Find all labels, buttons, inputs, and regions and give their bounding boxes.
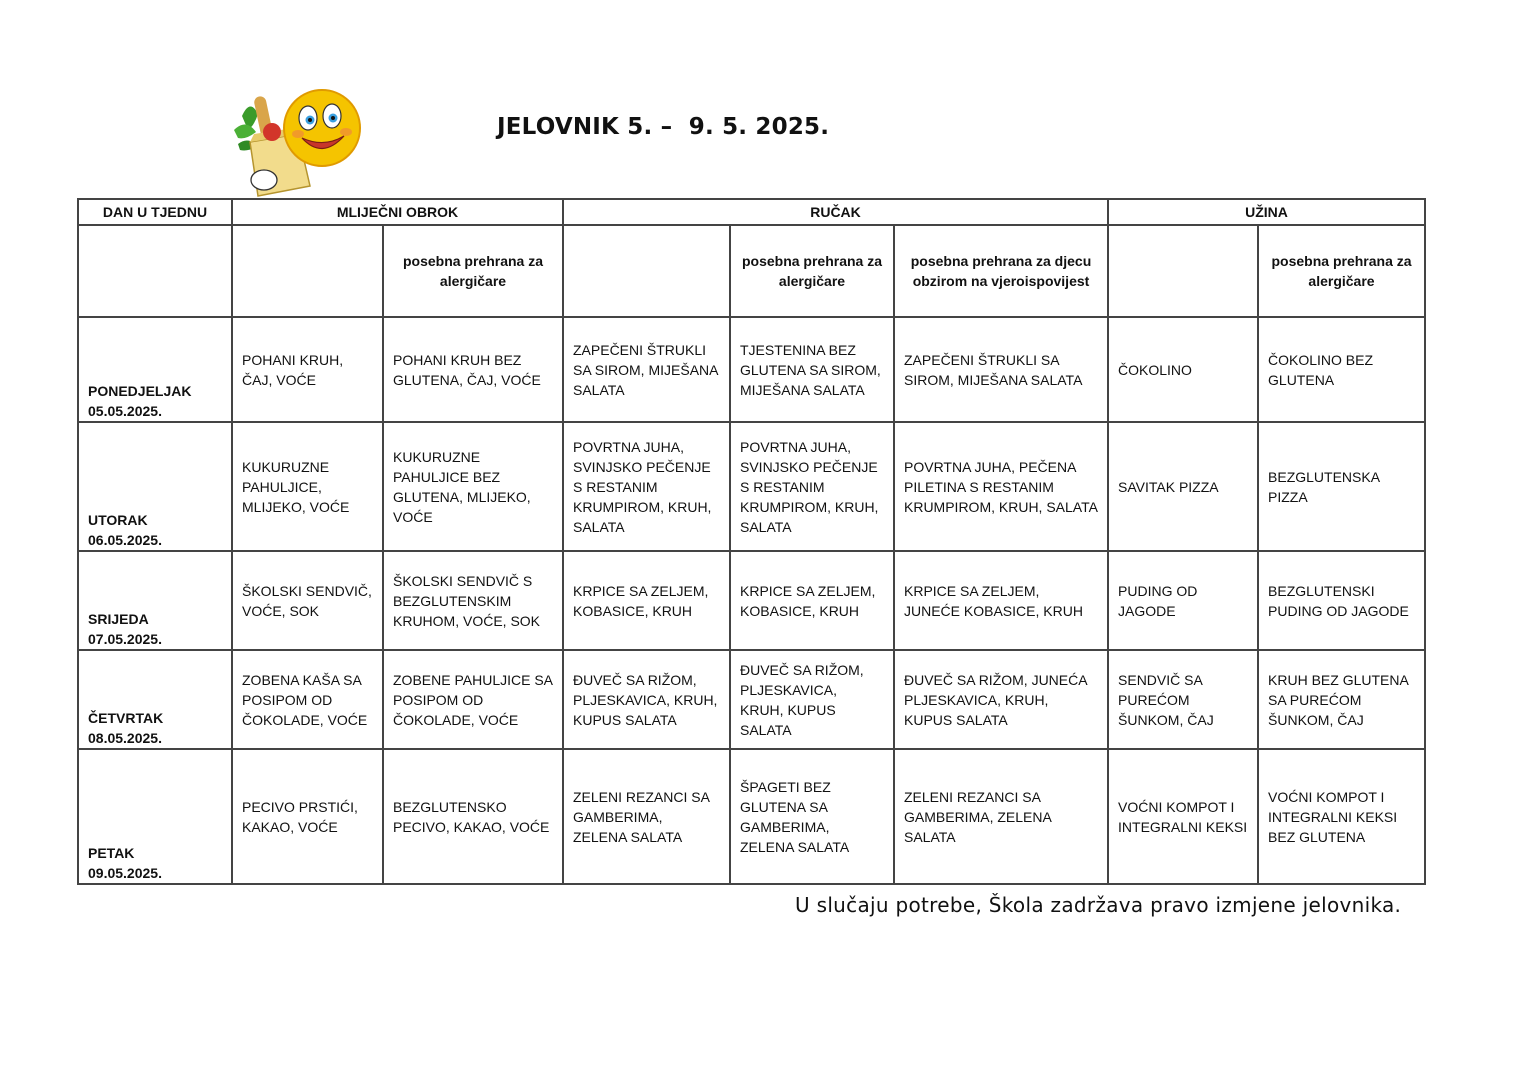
header-breakfast: MLIJEČNI OBROK — [232, 199, 563, 225]
breakfast-allergy-cell: KUKURUZNE PAHULJICE BEZ GLUTENA, MLIJEKO, VOĆE — [383, 422, 563, 551]
snack-cell: SAVITAK PIZZA — [1108, 422, 1258, 551]
footer-note: U slučaju potrebe, Škola zadržava pravo izmjene jelovnika. — [795, 893, 1402, 917]
day-date: 05.05.2025. — [88, 403, 162, 419]
lunch-religion-cell: ZAPEČENI ŠTRUKLI SA SIROM, MIJEŠANA SALATA — [894, 317, 1108, 422]
header-row — [78, 199, 1425, 225]
lunch-religion-cell: KRPICE SA ZELJEM, JUNEĆE KOBASICE, KRUH — [894, 551, 1108, 650]
breakfast-cell: ŠKOLSKI SENDVIČ, VOĆE, SOK — [232, 551, 383, 650]
lunch-cell: ĐUVEČ SA RIŽOM, PLJESKAVICA, KRUH, KUPUS SALATA — [563, 650, 730, 749]
lunch-allergy-cell: ĐUVEČ SA RIŽOM, PLJESKAVICA, KRUH, KUPUS SALATA — [730, 650, 894, 749]
breakfast-cell: PECIVO PRSTIĆI, KAKAO, VOĆE — [232, 749, 383, 884]
day-date: 09.05.2025. — [88, 865, 162, 881]
subheader-row — [78, 225, 1425, 317]
day-name: PONEDJELJAK — [88, 383, 192, 399]
day-cell — [78, 650, 232, 749]
breakfast-allergy-cell: POHANI KRUH BEZ GLUTENA, ČAJ, VOĆE — [383, 317, 563, 422]
lunch-cell: KRPICE SA ZELJEM, KOBASICE, KRUH — [563, 551, 730, 650]
snack-allergy-cell: KRUH BEZ GLUTENA SA PUREĆOM ŠUNKOM, ČAJ — [1258, 650, 1425, 749]
header-day: DAN U TJEDNU — [78, 199, 232, 225]
header-lunch: RUČAK — [563, 199, 1108, 225]
breakfast-cell: ZOBENA KAŠA SA POSIPOM OD ČOKOLADE, VOĆE — [232, 650, 383, 749]
day-date: 07.05.2025. — [88, 631, 162, 647]
day-name: SRIJEDA — [88, 611, 149, 627]
snack-cell: VOĆNI KOMPOT I INTEGRALNI KEKSI — [1108, 749, 1258, 884]
snack-allergy-cell: VOĆNI KOMPOT I INTEGRALNI KEKSI BEZ GLUTENA — [1258, 749, 1425, 884]
table-row — [78, 551, 1425, 650]
day-cell — [78, 422, 232, 551]
subheader-lunch-religion: posebna prehrana za djecu obzirom na vjeroispovijest — [894, 225, 1108, 317]
lunch-religion-cell: ZELENI REZANCI SA GAMBERIMA, ZELENA SALATA — [894, 749, 1108, 884]
lunch-religion-cell: ĐUVEČ SA RIŽOM, JUNEĆA PLJESKAVICA, KRUH, KUPUS SALATA — [894, 650, 1108, 749]
lunch-allergy-cell: TJESTENINA BEZ GLUTENA SA SIROM, MIJEŠANA SALATA — [730, 317, 894, 422]
lunch-cell: POVRTNA JUHA, SVINJSKO PEČENJE S RESTANIM KRUMPIROM, KRUH, SALATA — [563, 422, 730, 551]
table-row — [78, 749, 1425, 884]
breakfast-allergy-cell: ZOBENE PAHULJICE SA POSIPOM OD ČOKOLADE, VOĆE — [383, 650, 563, 749]
page-title: JELOVNIK 5. – 9. 5. 2025. — [497, 114, 830, 140]
snack-allergy-cell: BEZGLUTENSKI PUDING OD JAGODE — [1258, 551, 1425, 650]
subheader-empty — [1108, 225, 1258, 317]
subheader-empty — [563, 225, 730, 317]
lunch-allergy-cell: POVRTNA JUHA, SVINJSKO PEČENJE S RESTANIM KRUMPIROM, KRUH, SALATA — [730, 422, 894, 551]
header-snack: UŽINA — [1108, 199, 1425, 225]
lunch-religion-cell: POVRTNA JUHA, PEČENA PILETINA S RESTANIM KRUMPIROM, KRUH, SALATA — [894, 422, 1108, 551]
day-name: ČETVRTAK — [88, 710, 164, 726]
day-cell — [78, 551, 232, 650]
day-name: PETAK — [88, 845, 135, 861]
subheader-breakfast-allergy: posebna prehrana za alergičare — [383, 225, 563, 317]
day-name: UTORAK — [88, 512, 148, 528]
lunch-cell: ZELENI REZANCI SA GAMBERIMA, ZELENA SALATA — [563, 749, 730, 884]
breakfast-cell: KUKURUZNE PAHULJICE, MLIJEKO, VOĆE — [232, 422, 383, 551]
day-date: 08.05.2025. — [88, 730, 162, 746]
subheader-snack-allergy: posebna prehrana za alergičare — [1258, 225, 1425, 317]
snack-cell: ČOKOLINO — [1108, 317, 1258, 422]
lunch-cell: ZAPEČENI ŠTRUKLI SA SIROM, MIJEŠANA SALATA — [563, 317, 730, 422]
subheader-empty — [232, 225, 383, 317]
breakfast-allergy-cell: BEZGLUTENSKO PECIVO, KAKAO, VOĆE — [383, 749, 563, 884]
lunch-allergy-cell: KRPICE SA ZELJEM, KOBASICE, KRUH — [730, 551, 894, 650]
snack-allergy-cell: BEZGLUTENSKA PIZZA — [1258, 422, 1425, 551]
day-cell — [78, 749, 232, 884]
breakfast-allergy-cell: ŠKOLSKI SENDVIČ S BEZGLUTENSKIM KRUHOM, VOĆE, SOK — [383, 551, 563, 650]
snack-cell: SENDVIČ SA PUREĆOM ŠUNKOM, ČAJ — [1108, 650, 1258, 749]
snack-allergy-cell: ČOKOLINO BEZ GLUTENA — [1258, 317, 1425, 422]
day-date: 06.05.2025. — [88, 532, 162, 548]
breakfast-cell: POHANI KRUH, ČAJ, VOĆE — [232, 317, 383, 422]
subheader-empty — [78, 225, 232, 317]
subheader-lunch-allergy: posebna prehrana za alergičare — [730, 225, 894, 317]
menu-table — [77, 198, 1426, 885]
table-row — [78, 422, 1425, 551]
smiley-shopping-bag-logo — [228, 86, 368, 198]
table-row — [78, 650, 1425, 749]
table-row — [78, 317, 1425, 422]
snack-cell: PUDING OD JAGODE — [1108, 551, 1258, 650]
day-cell — [78, 317, 232, 422]
lunch-allergy-cell: ŠPAGETI BEZ GLUTENA SA GAMBERIMA, ZELENA SALATA — [730, 749, 894, 884]
